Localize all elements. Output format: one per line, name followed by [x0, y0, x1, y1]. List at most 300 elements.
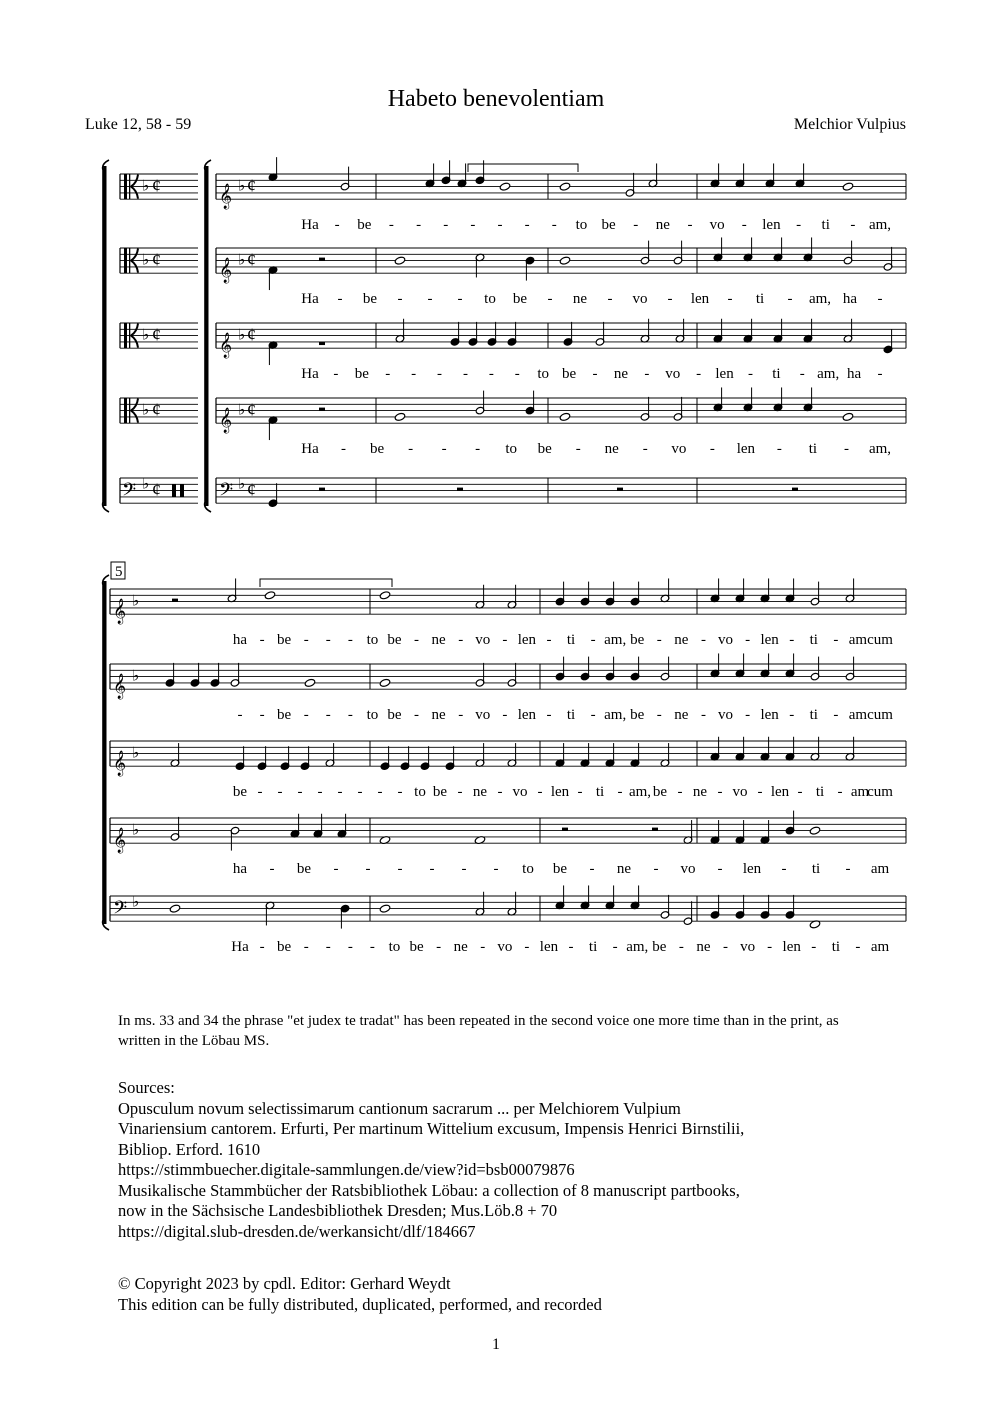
lyric-syllable: - [334, 217, 340, 234]
lyric-syllable: - [458, 707, 464, 724]
lyric-syllable: len [539, 939, 559, 956]
lyric-syllable: len [690, 291, 710, 308]
lyric-syllable: - [677, 784, 683, 801]
lyric-syllable: - [741, 217, 747, 234]
note [264, 591, 276, 600]
lyric-syllable: - [333, 861, 339, 878]
lyric-syllable: - [457, 784, 463, 801]
alto-clef [129, 174, 130, 199]
lyric-syllable: - [461, 861, 467, 878]
lyric-syllable: - [546, 632, 552, 649]
alto-clef [129, 398, 130, 423]
lyric-syllable: - [259, 632, 265, 649]
lyric-syllable: be [296, 861, 312, 878]
lyric-syllable: - [678, 939, 684, 956]
lyric-syllable: ti [772, 366, 781, 383]
lyric-syllable: am, [628, 784, 652, 801]
lyric-syllable: - [617, 784, 623, 801]
lyric-syllable: - [493, 861, 499, 878]
lyric-syllable: - [325, 707, 331, 724]
lyric-syllable: be [387, 632, 402, 649]
treble-clef: 𝄞 [113, 750, 127, 776]
rest [172, 599, 178, 602]
sources-section [118, 1078, 918, 1242]
lyric-syllable: len [550, 784, 570, 801]
lyric-syllable: am, [817, 366, 840, 383]
lyric-syllable: - [475, 441, 481, 458]
lyric-syllable: am, [626, 939, 649, 956]
rest [457, 488, 463, 491]
bass-clef: 𝄢 [122, 478, 137, 504]
lyric-syllable: be [277, 632, 292, 649]
lyric-syllable: - [687, 217, 693, 234]
lyric-syllable: - [833, 707, 839, 724]
note [394, 256, 406, 265]
lyric-syllable: - [547, 291, 553, 308]
lyric-syllable: vo [475, 632, 491, 649]
lyric-syllable: - [257, 784, 263, 801]
lyric-syllable: - [644, 366, 650, 383]
flat-sign: ♭ [238, 327, 246, 344]
time-signature: ¢ [152, 324, 161, 345]
flat-sign: ♭ [238, 252, 246, 269]
page-title: Habeto benevolentiam [387, 86, 605, 112]
note [559, 412, 571, 421]
lyric-syllable: vo [497, 939, 513, 956]
alto-clef [129, 323, 130, 348]
lyric-syllable: len [517, 707, 537, 724]
lyric-syllable: Ha [301, 217, 319, 234]
lyric-syllable: - [462, 366, 468, 383]
lyric-syllable: - [575, 441, 581, 458]
lyric-syllable: be [232, 784, 248, 801]
lyric-syllable: to [366, 632, 379, 649]
lyric-syllable: - [397, 861, 403, 878]
flat-sign: ♭ [132, 822, 140, 839]
lyric-syllable: - [259, 939, 265, 956]
lyric-syllable: vo [740, 939, 756, 956]
composer-name: Melchior Vulpius [793, 116, 906, 133]
lyric-syllable: Ha [231, 939, 249, 956]
lyric-syllable: ha [847, 366, 862, 383]
lyric-syllable: to [522, 861, 534, 878]
note [379, 591, 391, 600]
lyric-syllable: ti [566, 632, 576, 649]
lyric-syllable: ha [232, 861, 248, 878]
lyric-syllable: len [782, 939, 801, 956]
lyric-syllable: be [387, 707, 402, 724]
source-line: Musikalische Stammbücher der Ratsbibliothek Löbau: a collection of 8 manuscript partbooks, [118, 1180, 740, 1200]
lyric-syllable: ti [809, 707, 818, 724]
lyric-syllable: be [601, 217, 616, 234]
lyric-syllable: - [592, 366, 598, 383]
lyric-syllable: - [497, 217, 503, 234]
lyric-syllable: am, [868, 217, 892, 234]
flat-sign: ♭ [238, 476, 246, 493]
lyric-syllable: - [855, 939, 861, 956]
note [379, 678, 391, 687]
lyric-syllable: len [770, 784, 790, 801]
lyric-syllable: - [799, 366, 805, 383]
lyric-syllable: - [696, 366, 702, 383]
lyric-syllable: be [357, 217, 372, 234]
lyric-syllable: ne [616, 861, 632, 878]
lyric-syllable: - [369, 939, 375, 956]
alto-clef [124, 323, 127, 348]
lyric-syllable: - [700, 707, 706, 724]
lyric-syllable: - [837, 784, 843, 801]
lyric-syllable: ne [472, 784, 488, 801]
note [842, 182, 854, 191]
lyric-syllable: ti [808, 441, 818, 458]
time-signature: ¢ [152, 399, 161, 420]
lyric-syllable: be [630, 707, 645, 724]
lyric-syllable: - [843, 441, 849, 458]
time-signature: ¢ [152, 249, 161, 270]
lyric-syllable: Ha [301, 441, 319, 458]
flat-sign: ♭ [238, 178, 246, 195]
note [809, 826, 821, 835]
measure-number: 5 [115, 564, 123, 580]
lyric-syllable: - [811, 939, 817, 956]
lyric-syllable: ne [655, 217, 670, 234]
note [559, 182, 571, 191]
rest [172, 484, 176, 497]
note [559, 256, 571, 265]
lyric-syllable: ne [431, 632, 446, 649]
lyric-syllable: - [546, 707, 552, 724]
lyric-syllable: - [745, 632, 751, 649]
lyric-syllable: - [502, 632, 508, 649]
lyric-syllable: - [414, 632, 420, 649]
lyric-syllable: - [653, 861, 659, 878]
lyric-syllable: - [277, 784, 283, 801]
lyric-syllable: am [850, 784, 870, 801]
note [304, 678, 316, 687]
lyric-syllable: - [317, 784, 323, 801]
lyric-syllable: - [700, 632, 706, 649]
lyric-syllable: - [437, 366, 443, 383]
time-signature: ¢ [247, 175, 256, 196]
alto-clef [124, 398, 127, 423]
lyric-syllable: - [607, 291, 613, 308]
score-system-2 [103, 562, 906, 955]
lyric-syllable: vo [512, 784, 528, 801]
treble-clef: 𝄞 [113, 827, 127, 853]
lyric-syllable: - [480, 939, 486, 956]
lyric-syllable: be [369, 441, 385, 458]
note [842, 412, 854, 421]
lyric-syllable: ti [815, 784, 825, 801]
score-system-1 [103, 157, 906, 512]
lyric-syllable: ne [674, 632, 689, 649]
lyric-syllable: - [443, 217, 449, 234]
lyric-syllable: - [656, 707, 662, 724]
rest [319, 408, 325, 411]
lyric-syllable: - [717, 861, 723, 878]
lyric-syllable: vo [632, 291, 648, 308]
lyric-syllable: - [470, 217, 476, 234]
lyric-syllable: - [590, 632, 596, 649]
lyric-syllable: be [652, 939, 667, 956]
lyric-syllable: - [524, 939, 530, 956]
treble-clef: 𝄞 [113, 598, 127, 624]
lyric-syllable: - [429, 861, 435, 878]
lyric-syllable: be [630, 632, 645, 649]
time-signature: ¢ [152, 479, 161, 500]
lyric-syllable: vo [671, 441, 687, 458]
copyright-section [118, 1274, 918, 1315]
lyric-syllable: be [552, 861, 568, 878]
lyric-syllable: - [397, 291, 403, 308]
lyric-syllable: vo [709, 217, 725, 234]
lyric-syllable: - [850, 217, 856, 234]
lyric-syllable: vo [732, 784, 748, 801]
page-number: 1 [492, 1336, 500, 1353]
lyric-syllable: to [575, 217, 588, 234]
lyric-syllable: ti [821, 217, 830, 234]
lyric-syllable: vo [665, 366, 681, 383]
lyric-syllable: len [517, 632, 537, 649]
lyric-syllable: - [388, 217, 394, 234]
lyric-syllable: - [458, 632, 464, 649]
lyric-syllable: - [385, 366, 391, 383]
lyric-syllable: ne [572, 291, 588, 308]
lyric-syllable: be [652, 784, 668, 801]
lyric-syllable: - [377, 784, 383, 801]
lyric-syllable: - [441, 441, 447, 458]
alto-clef [124, 174, 127, 199]
lyric-syllable: ha [232, 632, 248, 649]
lyric-syllable: ti [755, 291, 765, 308]
lyric-syllable: to [388, 939, 401, 956]
rest [652, 828, 658, 831]
lyric-syllable: - [497, 784, 503, 801]
lyric-syllable: to [414, 784, 426, 801]
editorial-note: In ms. 33 and 34 the phrase "et judex te tradat" has been repeated in the second voice one more time than in the print, as written in the Löbau MS. [118, 1013, 839, 1049]
lyric-syllable: ne [692, 784, 708, 801]
lyric-syllable: - [524, 217, 530, 234]
source-line: now in the Sächsische Landesbibliothek Dresden; Mus.Löb.8 + 70 [118, 1201, 558, 1220]
lyric-syllable: be [409, 939, 424, 956]
lyric-syllable: - [414, 707, 420, 724]
lyric-syllable: - [457, 291, 463, 308]
flat-sign: ♭ [142, 476, 150, 493]
lyric-syllable: - [787, 291, 793, 308]
flat-sign: ♭ [142, 402, 150, 419]
lyric-syllable: be [277, 707, 292, 724]
note [394, 412, 406, 421]
lyric-syllable: - [723, 939, 729, 956]
lyric-syllable: - [269, 861, 275, 878]
lyric-syllable: ha [842, 291, 858, 308]
lyric-syllable: cum [867, 707, 893, 724]
lyric-syllable: - [337, 291, 343, 308]
lyric-syllable: ti [595, 784, 605, 801]
lyric-syllable: len [715, 366, 734, 383]
lyric-syllable: to [537, 366, 550, 383]
lyric-syllable: cum [867, 632, 893, 649]
lyric-syllable: ti [831, 939, 841, 956]
flat-sign: ♭ [132, 894, 140, 911]
lyric-syllable: ne [613, 366, 628, 383]
treble-clef: 𝄞 [219, 407, 233, 433]
lyric-syllable: ne [674, 707, 689, 724]
lyric-syllable: to [505, 441, 518, 458]
time-signature: ¢ [247, 479, 256, 500]
lyric-syllable: cum [867, 784, 893, 801]
lyric-syllable: len [760, 707, 779, 724]
lyric-syllable: - [537, 784, 543, 801]
ligature-bracket [260, 579, 392, 587]
lyric-syllable: - [877, 291, 883, 308]
lyric-syllable: - [347, 939, 353, 956]
lyric-syllable: - [781, 861, 787, 878]
bass-clef: 𝄢 [113, 896, 128, 922]
time-signature: ¢ [247, 399, 256, 420]
lyric-syllable: am [870, 939, 890, 956]
lyric-syllable: - [789, 707, 795, 724]
rest [180, 484, 184, 497]
lyric-syllable: - [797, 784, 803, 801]
lyric-syllable: to [484, 291, 496, 308]
lyric-syllable: Ha [301, 291, 319, 308]
rest [319, 258, 325, 261]
lyric-syllable: ne [604, 441, 619, 458]
license-line: This edition can be fully distributed, duplicated, performed, and recorded [118, 1294, 602, 1314]
lyric-syllable: - [325, 632, 331, 649]
lyric-syllable: - [408, 441, 414, 458]
lyric-syllable: - [589, 861, 595, 878]
lyric-syllable: - [776, 441, 782, 458]
lyric-syllable: - [633, 217, 639, 234]
lyric-syllable: - [757, 784, 763, 801]
scripture-reference: Luke 12, 58 - 59 [85, 116, 192, 133]
lyric-syllable: - [717, 784, 723, 801]
rest [792, 488, 798, 491]
lyric-syllable: be [512, 291, 528, 308]
flat-sign: ♭ [132, 745, 140, 762]
flat-sign: ♭ [132, 593, 140, 610]
lyric-syllable: - [341, 441, 347, 458]
time-signature: ¢ [247, 324, 256, 345]
lyric-syllable: - [357, 784, 363, 801]
lyric-syllable: to [366, 707, 379, 724]
lyric-syllable: - [502, 707, 508, 724]
rest [319, 488, 325, 491]
lyric-syllable: am [848, 632, 868, 649]
lyric-syllable: - [877, 366, 883, 383]
source-link[interactable]: https://digital.slub-dresden.de/werkansicht/dlf/184667 [118, 1221, 476, 1241]
lyric-syllable: - [568, 939, 574, 956]
lyric-syllable: be [562, 366, 577, 383]
time-signature: ¢ [152, 175, 161, 196]
flat-sign: ♭ [132, 668, 140, 685]
lyric-syllable: - [612, 939, 618, 956]
lyric-syllable: - [427, 291, 433, 308]
lyric-syllable: - [259, 707, 265, 724]
lyric-syllable: - [833, 632, 839, 649]
lyric-syllable: - [789, 632, 795, 649]
source-link[interactable]: https://stimmbuecher.digitale-sammlungen.de/view?id=bsb00079876 [118, 1160, 575, 1179]
lyric-syllable: - [488, 366, 494, 383]
source-line: Opusculum novum selectissimarum cantionum sacrarum ... per Melchiorem Vulpium [118, 1098, 681, 1118]
lyric-syllable: - [745, 707, 751, 724]
lyric-syllable: - [416, 217, 422, 234]
copyright-line: © Copyright 2023 by cpdl. Editor: Gerhard Weydt [118, 1274, 451, 1293]
lyric-syllable: vo [475, 707, 491, 724]
lyric-syllable: - [333, 366, 339, 383]
lyric-syllable: len [762, 217, 781, 234]
lyric-syllable: - [845, 861, 851, 878]
rest [319, 342, 325, 345]
lyric-syllable: be [354, 366, 369, 383]
note [499, 182, 511, 191]
lyric-syllable: - [297, 784, 303, 801]
flat-sign: ♭ [238, 402, 246, 419]
treble-clef: 𝄞 [219, 183, 233, 209]
lyric-syllable: - [642, 441, 648, 458]
lyric-syllable: am, [604, 707, 627, 724]
lyric-syllable: - [365, 861, 371, 878]
time-signature: ¢ [247, 249, 256, 270]
bass-clef: 𝄢 [219, 478, 234, 504]
lyric-syllable: ti [566, 707, 576, 724]
lyric-syllable: - [411, 366, 417, 383]
lyric-syllable: am [870, 861, 890, 878]
note [379, 904, 391, 913]
lyric-syllable: am, [604, 632, 627, 649]
lyric-syllable: ne [453, 939, 468, 956]
lyric-syllable: am, [868, 441, 892, 458]
lyric-syllable: - [656, 632, 662, 649]
lyric-syllable: - [347, 632, 353, 649]
lyric-syllable: - [727, 291, 733, 308]
source-line: Vinariensium cantorem. Erfurti, Per martinum Wittelium excusum, Impensis Henrici Birnstilii, [118, 1119, 745, 1138]
lyric-syllable: - [397, 784, 403, 801]
lyric-syllable: - [436, 939, 442, 956]
lyric-syllable: - [303, 939, 309, 956]
lyric-syllable: ti [588, 939, 598, 956]
treble-clef: 𝄞 [113, 673, 127, 699]
lyric-syllable: - [237, 707, 243, 724]
treble-clef: 𝄞 [219, 332, 233, 358]
lyric-syllable: be [537, 441, 552, 458]
lyric-syllable: be [362, 291, 378, 308]
lyric-syllable: vo [718, 707, 734, 724]
lyric-syllable: - [577, 784, 583, 801]
lyric-syllable: - [337, 784, 343, 801]
sources-heading: Sources: [118, 1078, 175, 1097]
source-line: Bibliop. Erford. 1610 [118, 1139, 261, 1159]
lyric-syllable: - [667, 291, 673, 308]
rest [562, 828, 568, 831]
lyric-syllable: vo [718, 632, 734, 649]
lyric-syllable: - [796, 217, 802, 234]
note [169, 904, 181, 913]
flat-sign: ♭ [142, 178, 150, 195]
rest [617, 488, 623, 491]
lyric-syllable: len [736, 441, 756, 458]
lyric-syllable: ne [431, 707, 446, 724]
lyric-syllable: am, [808, 291, 832, 308]
ligature-bracket [468, 164, 578, 172]
lyric-syllable: - [303, 632, 309, 649]
lyric-syllable: len [760, 632, 779, 649]
lyric-syllable: ti [809, 632, 818, 649]
lyric-syllable: am [848, 707, 868, 724]
lyric-syllable: - [709, 441, 715, 458]
